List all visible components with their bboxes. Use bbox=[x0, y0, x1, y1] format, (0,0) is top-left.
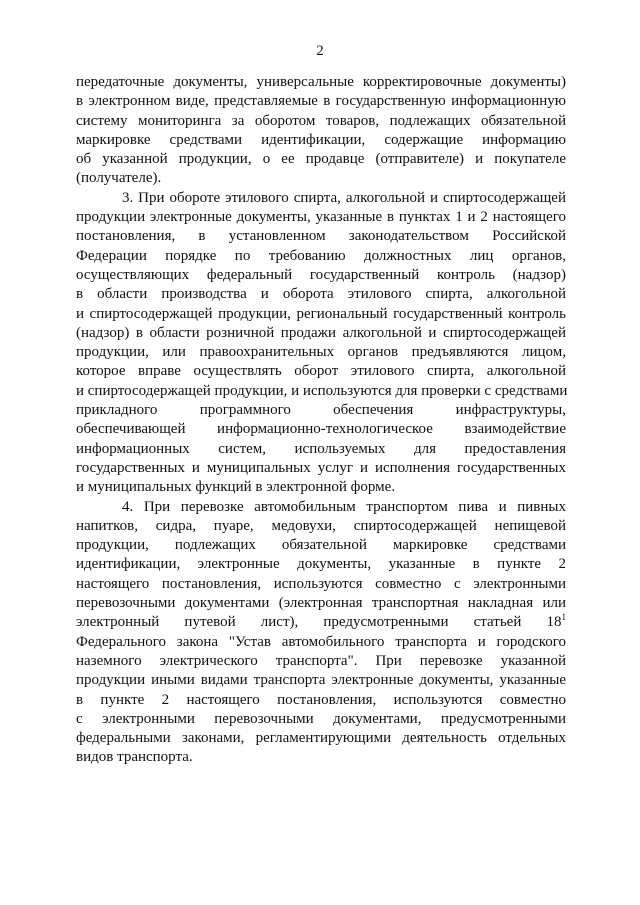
text-line: федеральными законами, регламентирующими деятельность отдельных bbox=[76, 730, 566, 747]
text-line: в электронном виде, представляемые в государственную информационную bbox=[76, 93, 566, 110]
text-line: государственных и муниципальных услуг и исполнения государственных bbox=[76, 459, 566, 476]
text-line: идентификации, электронные документы, указанные в пункте 2 bbox=[76, 556, 566, 573]
text-line: видов транспорта. bbox=[76, 749, 193, 766]
text-line: маркировке средствами идентификации, содержащие информацию bbox=[76, 131, 566, 148]
text-line: продукции, или правоохранительных органов предъявляются лицом, bbox=[76, 344, 566, 361]
text-line: (получателе). bbox=[76, 170, 162, 187]
text-line: Федерального закона "Устав автомобильного транспорта и городского bbox=[76, 633, 566, 650]
paragraph-1-continuation bbox=[76, 73, 566, 189]
text-line: напитков, сидра, пуаре, медовухи, спиртосодержащей непищевой bbox=[76, 517, 566, 534]
text-line: и спиртосодержащей продукции, и используются для проверки с средствами bbox=[76, 382, 568, 399]
paragraph-item-3 bbox=[76, 189, 566, 498]
text-line-content: электронный путевой лист), предусмотренными статьей 18 bbox=[76, 614, 562, 631]
text-line: и спиртосодержащей продукции, региональный государственный контроль bbox=[76, 305, 566, 322]
text-line: (надзор) в области розничной продажи алкогольной и спиртосодержащей bbox=[76, 324, 566, 341]
text-line: систему мониторинга за оборотом товаров, подлежащих обязательной bbox=[76, 112, 566, 129]
text-line: 4. При перевозке автомобильным транспортом пива и пивных bbox=[122, 498, 566, 515]
text-line: в пункте 2 настоящего постановления, используются совместно bbox=[76, 691, 566, 708]
text-line: в области производства и оборота этилового спирта, алкогольной bbox=[76, 286, 566, 303]
text-line: настоящего постановления, используются совместно с электронными bbox=[76, 575, 566, 592]
text-line: 3. При обороте этилового спирта, алкогольной и спиртосодержащей bbox=[122, 189, 566, 206]
text-line: передаточные документы, универсальные корректировочные документы) bbox=[76, 74, 566, 90]
text-line: наземного электрического транспорта". При перевозке указанной bbox=[76, 652, 566, 669]
paragraph-item-4 bbox=[76, 498, 566, 768]
text-line: Федерации порядке по требованию должностных лиц органов, bbox=[76, 247, 566, 264]
text-line: продукции, подлежащих обязательной маркировке средствами bbox=[76, 537, 566, 554]
document-body bbox=[76, 73, 566, 768]
text-line: постановления, в установленном законодательством Российской bbox=[76, 228, 566, 245]
text-line: продукции иными видами транспорта электронные документы, указанные bbox=[76, 672, 566, 689]
text-line-with-footnote bbox=[76, 613, 566, 632]
text-line: с электронными перевозочными документами, предусмотренными bbox=[76, 710, 566, 727]
text-line: обеспечивающей информационно-технологическое взаимодействие bbox=[76, 421, 566, 438]
text-line: осуществляющих федеральный государственный контроль (надзор) bbox=[76, 266, 566, 283]
text-line: об указанной продукции, о ее продавце (отправителе) и покупателе bbox=[76, 151, 566, 168]
text-line: информационных систем, используемых для предоставления bbox=[76, 440, 566, 457]
page-number: 2 bbox=[316, 43, 324, 59]
text-line: перевозочными документами (электронная транспортная накладная или bbox=[76, 595, 566, 612]
article-superscript: 1 bbox=[561, 612, 566, 623]
text-line: и муниципальных функций в электронной форме. bbox=[76, 479, 396, 496]
text-line: продукции электронные документы, указанные в пунктах 1 и 2 настоящего bbox=[76, 209, 566, 226]
text-line: прикладного программного обеспечения инфраструктуры, bbox=[76, 402, 566, 419]
text-line: которое вправе осуществлять оборот этилового спирта, алкогольной bbox=[76, 363, 566, 380]
